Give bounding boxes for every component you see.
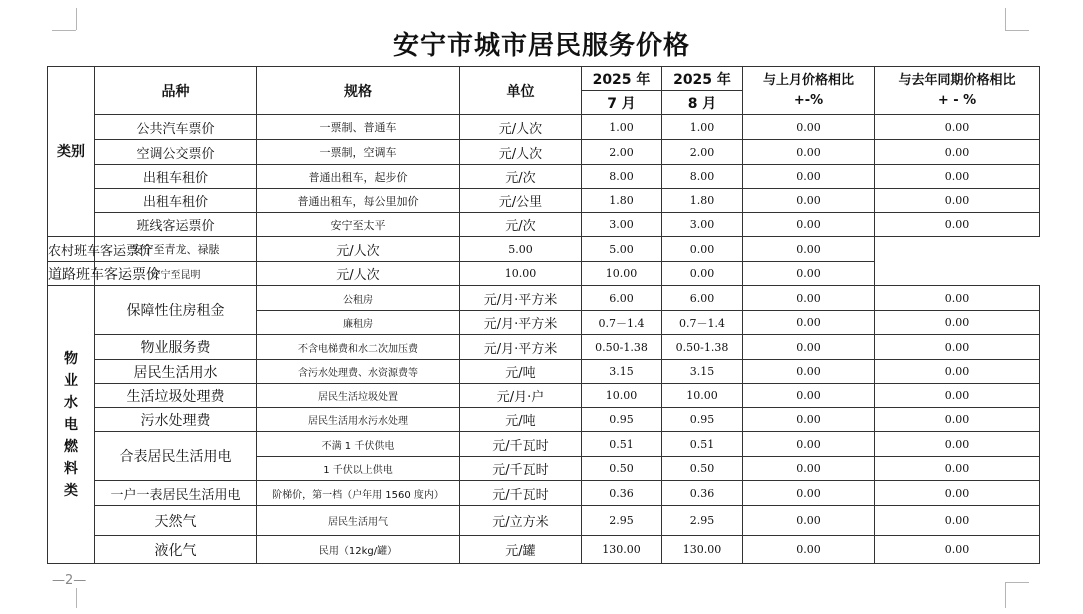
cell-spec: 廉租房 (257, 311, 460, 335)
cell-spec: 民用（12kg/罐） (257, 536, 460, 564)
cell-aug: 0.7－1.4 (662, 311, 743, 335)
cell-item: 出租车租价 (95, 189, 257, 213)
cell-unit: 元/次 (460, 165, 582, 189)
cell-mom: 0.00 (743, 384, 875, 408)
cell-aug: 3.00 (662, 213, 743, 237)
cell-jul: 2.00 (582, 140, 662, 165)
cell-item: 污水处理费 (95, 408, 257, 432)
cell-unit: 元/次 (460, 213, 582, 237)
header-aug-year: 2025 年 (662, 67, 743, 91)
cell-yoy: 0.00 (875, 335, 1040, 360)
table-row (48, 140, 1040, 165)
table-row (48, 237, 1040, 262)
header-mom-line1: 与上月价格相比 (762, 72, 854, 88)
cell-unit: 元/吨 (460, 360, 582, 384)
cell-mom: 0.00 (743, 506, 875, 536)
cell-spec: 居民生活垃圾处置 (257, 384, 460, 408)
table-row (48, 360, 1040, 384)
cell-aug: 0.95 (662, 408, 743, 432)
cell-jul: 1.00 (582, 115, 662, 140)
cell-item: 道路班车客运票价 (48, 262, 95, 286)
cell-jul: 8.00 (582, 165, 662, 189)
cell-unit: 元/吨 (460, 408, 582, 432)
cell-spec: 含污水处理费、水资源费等 (257, 360, 460, 384)
cell-aug: 0.50-1.38 (662, 335, 743, 360)
header-mom (743, 67, 875, 115)
cell-aug: 10.00 (662, 384, 743, 408)
cell-aug: 10.00 (582, 262, 662, 286)
cell-spec: 阶梯价，第一档（户年用 1560 度内） (257, 481, 460, 506)
table-row (48, 115, 1040, 140)
cell-mom: 0.00 (662, 237, 743, 262)
cell-yoy: 0.00 (875, 432, 1040, 457)
header-unit: 单位 (460, 67, 582, 115)
cell-jul: 130.00 (582, 536, 662, 564)
cell-unit: 元/公里 (460, 189, 582, 213)
cell-jul: 0.36 (582, 481, 662, 506)
cell-item: 物业服务费 (95, 335, 257, 360)
cell-mom: 0.00 (743, 213, 875, 237)
page-number: —2— (52, 573, 87, 588)
cell-jul: 3.15 (582, 360, 662, 384)
cell-aug: 0.51 (662, 432, 743, 457)
cell-mom: 0.00 (743, 311, 875, 335)
category-char: 料 (64, 460, 78, 477)
cell-unit: 元/人次 (257, 262, 460, 286)
header-aug-month: 8 月 (662, 91, 743, 115)
header-jul-year: 2025 年 (582, 67, 662, 91)
cell-yoy: 0.00 (875, 384, 1040, 408)
cell-unit: 元/千瓦时 (460, 457, 582, 481)
cell-item: 居民生活用水 (95, 360, 257, 384)
cell-aug: 3.15 (662, 360, 743, 384)
cell-yoy: 0.00 (875, 481, 1040, 506)
cell-jul: 10.00 (582, 384, 662, 408)
header-yoy (875, 67, 1040, 115)
cell-unit: 元/人次 (460, 140, 582, 165)
cell-unit: 元/人次 (257, 237, 460, 262)
cell-jul: 0.95 (582, 408, 662, 432)
category-char: 电 (64, 416, 78, 433)
cell-spec: 1 千伏以上供电 (257, 457, 460, 481)
cell-mom: 0.00 (743, 140, 875, 165)
cell-yoy: 0.00 (875, 311, 1040, 335)
cell-item: 生活垃圾处理费 (95, 384, 257, 408)
cell-item: 农村班车客运票价 (48, 237, 95, 262)
cell-item: 空调公交票价 (95, 140, 257, 165)
crop-mark (1005, 8, 1006, 30)
cell-aug: 6.00 (662, 286, 743, 311)
table-row (48, 286, 1040, 311)
cell-item: 出租车租价 (95, 165, 257, 189)
table-row (48, 481, 1040, 506)
cell-spec: 一票制，空调车 (257, 140, 460, 165)
cell-yoy: 0.00 (875, 165, 1040, 189)
cell-unit: 元/月·户 (460, 384, 582, 408)
cell-item: 班线客运票价 (95, 213, 257, 237)
cell-spec: 居民生活用气 (257, 506, 460, 536)
table-row (48, 506, 1040, 536)
cell-jul: 2.95 (582, 506, 662, 536)
category-transport: 类别 (48, 67, 95, 237)
cell-item: 天然气 (95, 506, 257, 536)
cell-aug: 1.00 (662, 115, 743, 140)
header-row-1 (48, 67, 1040, 91)
cell-aug: 0.36 (662, 481, 743, 506)
header-mom-line2: +-% (793, 92, 824, 108)
cell-yoy: 0.00 (875, 536, 1040, 564)
cell-aug: 8.00 (662, 165, 743, 189)
table-row (48, 189, 1040, 213)
cell-unit: 元/月·平方米 (460, 335, 582, 360)
table-row (48, 262, 1040, 286)
cell-jul: 10.00 (460, 262, 582, 286)
cell-mom: 0.00 (743, 457, 875, 481)
cell-item: 保障性住房租金 (95, 286, 257, 335)
cell-mom: 0.00 (743, 432, 875, 457)
cell-jul: 0.50 (582, 457, 662, 481)
cell-jul: 1.80 (582, 189, 662, 213)
cell-spec: 不满 1 千伏供电 (257, 432, 460, 457)
table-row (48, 408, 1040, 432)
cell-item: 一户一表居民生活用电 (95, 481, 257, 506)
price-table (47, 66, 1040, 564)
cell-yoy: 0.00 (875, 408, 1040, 432)
cell-yoy: 0.00 (743, 262, 875, 286)
cell-spec: 居民生活用水污水处理 (257, 408, 460, 432)
cell-mom: 0.00 (743, 189, 875, 213)
table-row (48, 536, 1040, 564)
cell-spec: 一票制、普通车 (257, 115, 460, 140)
page-title: 安宁市城市居民服务价格 (392, 31, 690, 61)
category-char: 业 (64, 372, 78, 389)
cell-unit: 元/立方米 (460, 506, 582, 536)
cell-aug: 5.00 (582, 237, 662, 262)
cell-spec: 普通出租车，起步价 (257, 165, 460, 189)
crop-mark (1005, 582, 1029, 583)
category-char: 物 (64, 350, 78, 367)
cell-aug: 1.80 (662, 189, 743, 213)
cell-yoy: 0.00 (875, 286, 1040, 311)
cell-aug: 130.00 (662, 536, 743, 564)
cell-aug: 2.95 (662, 506, 743, 536)
cell-spec: 普通出租车，每公里加价 (257, 189, 460, 213)
table-row (48, 165, 1040, 189)
cell-yoy: 0.00 (743, 237, 875, 262)
cell-jul: 0.51 (582, 432, 662, 457)
cell-jul: 0.50-1.38 (582, 335, 662, 360)
cell-unit: 元/千瓦时 (460, 481, 582, 506)
table-row (48, 335, 1040, 360)
header-spec: 规格 (257, 67, 460, 115)
cell-spec: 公租房 (257, 286, 460, 311)
table-row (48, 384, 1040, 408)
cell-mom: 0.00 (743, 165, 875, 189)
cell-spec: 安宁至昆明 (95, 262, 257, 286)
cell-aug: 2.00 (662, 140, 743, 165)
crop-mark (76, 8, 77, 30)
header-jul-month: 7 月 (582, 91, 662, 115)
category-char: 类 (64, 482, 78, 499)
cell-mom: 0.00 (743, 115, 875, 140)
header-variety: 品种 (95, 67, 257, 115)
cell-mom: 0.00 (662, 262, 743, 286)
cell-mom: 0.00 (743, 286, 875, 311)
category-char: 燃 (64, 438, 78, 455)
cell-item: 公共汽车票价 (95, 115, 257, 140)
cell-unit: 元/罐 (460, 536, 582, 564)
cell-unit: 元/千瓦时 (460, 432, 582, 457)
cell-mom: 0.00 (743, 335, 875, 360)
cell-item: 液化气 (95, 536, 257, 564)
cell-yoy: 0.00 (875, 140, 1040, 165)
cell-mom: 0.00 (743, 360, 875, 384)
cell-yoy: 0.00 (875, 360, 1040, 384)
cell-yoy: 0.00 (875, 115, 1040, 140)
cell-spec: 不含电梯费和水二次加压费 (257, 335, 460, 360)
category-utilities (48, 286, 95, 564)
cell-mom: 0.00 (743, 536, 875, 564)
cell-jul: 5.00 (460, 237, 582, 262)
cell-jul: 3.00 (582, 213, 662, 237)
cell-yoy: 0.00 (875, 506, 1040, 536)
cell-unit: 元/月·平方米 (460, 286, 582, 311)
cell-yoy: 0.00 (875, 213, 1040, 237)
table-row (48, 432, 1040, 457)
category-char: 水 (64, 394, 78, 411)
crop-mark (1005, 582, 1006, 608)
cell-unit: 元/人次 (460, 115, 582, 140)
cell-unit: 元/月·平方米 (460, 311, 582, 335)
cell-spec: 安宁至青龙、禄脿 (95, 237, 257, 262)
cell-jul: 6.00 (582, 286, 662, 311)
cell-item: 合表居民生活用电 (95, 432, 257, 481)
table-row (48, 213, 1040, 237)
header-yoy-line1: 与去年同期价格相比 (898, 72, 1016, 88)
cell-aug: 0.50 (662, 457, 743, 481)
header-yoy-line2: + - % (937, 92, 977, 108)
cell-mom: 0.00 (743, 481, 875, 506)
page-number-value: 2 (65, 573, 74, 588)
cell-mom: 0.00 (743, 408, 875, 432)
cell-yoy: 0.00 (875, 457, 1040, 481)
cell-yoy: 0.00 (875, 189, 1040, 213)
cell-jul: 0.7－1.4 (582, 311, 662, 335)
cell-spec: 安宁至太平 (257, 213, 460, 237)
